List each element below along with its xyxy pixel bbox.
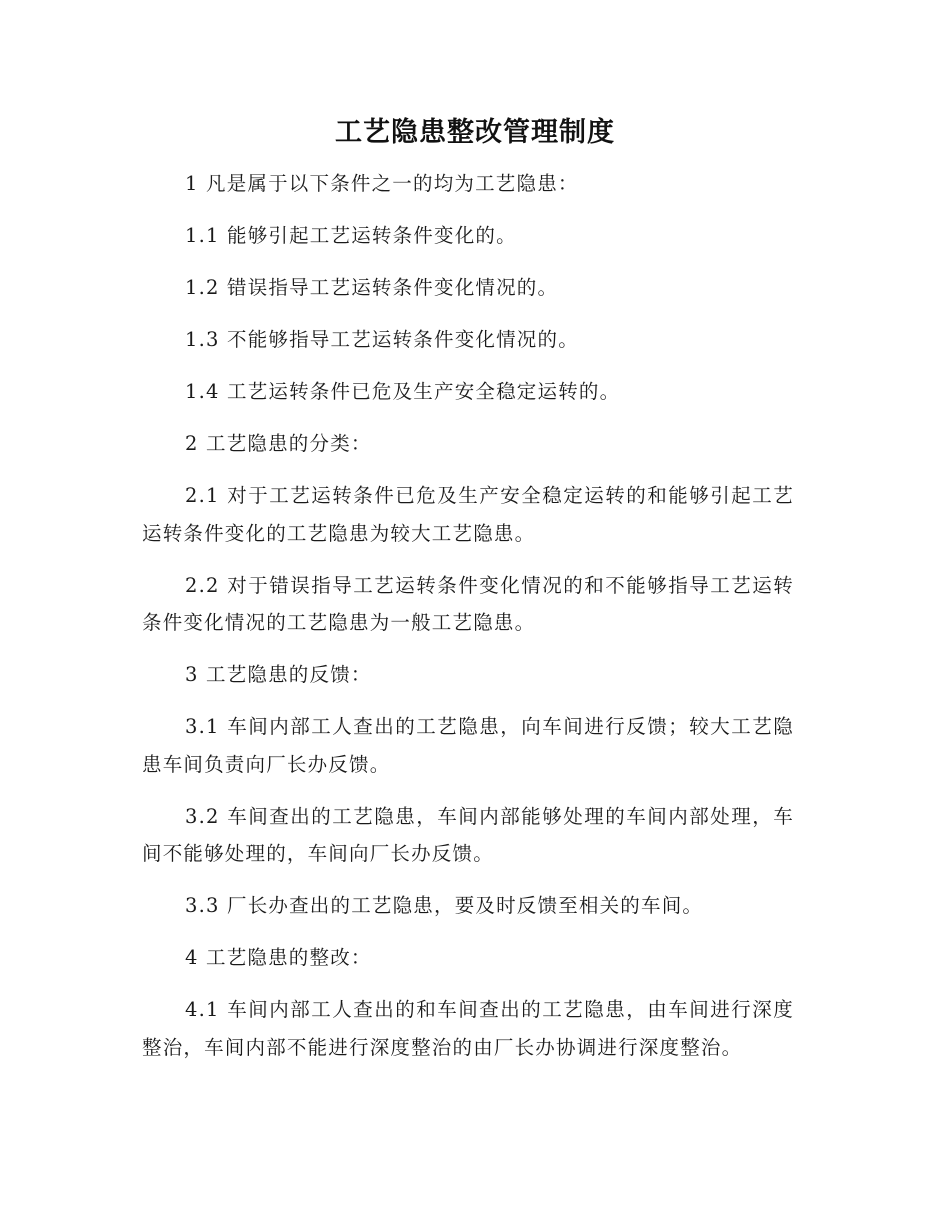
paragraph: 2.2 对于错误指导工艺运转条件变化情况的和不能够指导工艺运转条件变化情况的工艺隐患为一般工艺隐患。 [142,573,794,634]
paragraph: 2 工艺隐患的分类： [185,432,372,455]
paragraph: 1.3 不能够指导工艺运转条件变化情况的。 [185,328,579,351]
paragraph: 3.2 车间查出的工艺隐患，车间内部能够处理的车间内部处理，车间不能够处理的，车间向厂长办反馈。 [142,804,794,865]
paragraph: 3.1 车间内部工人查出的工艺隐患，向车间进行反馈；较大工艺隐患车间负责向厂长办反馈。 [142,715,794,776]
paragraph: 1 凡是属于以下条件之一的均为工艺隐患： [185,172,579,195]
paragraph: 4 工艺隐患的整改： [185,946,372,969]
paragraph: 4.1 车间内部工人查出的和车间查出的工艺隐患，由车间进行深度整治，车间内部不能进行深度整治的由厂长办协调进行深度整治。 [142,998,794,1059]
paragraph: 2.1 对于工艺运转条件已危及生产安全稳定运转的和能够引起工艺运转条件变化的工艺隐患为较大工艺隐患。 [142,484,794,545]
paragraph: 1.4 工艺运转条件已危及生产安全稳定运转的。 [185,380,621,403]
paragraph: 1.1 能够引起工艺运转条件变化的。 [185,224,517,247]
paragraph: 1.2 错误指导工艺运转条件变化情况的。 [185,276,559,299]
paragraph: 3 工艺隐患的反馈： [185,663,372,686]
document-body [142,165,794,1081]
document-title: 工艺隐患整改管理制度 [335,117,615,148]
paragraph: 3.3 厂长办查出的工艺隐患，要及时反馈至相关的车间。 [185,894,704,917]
